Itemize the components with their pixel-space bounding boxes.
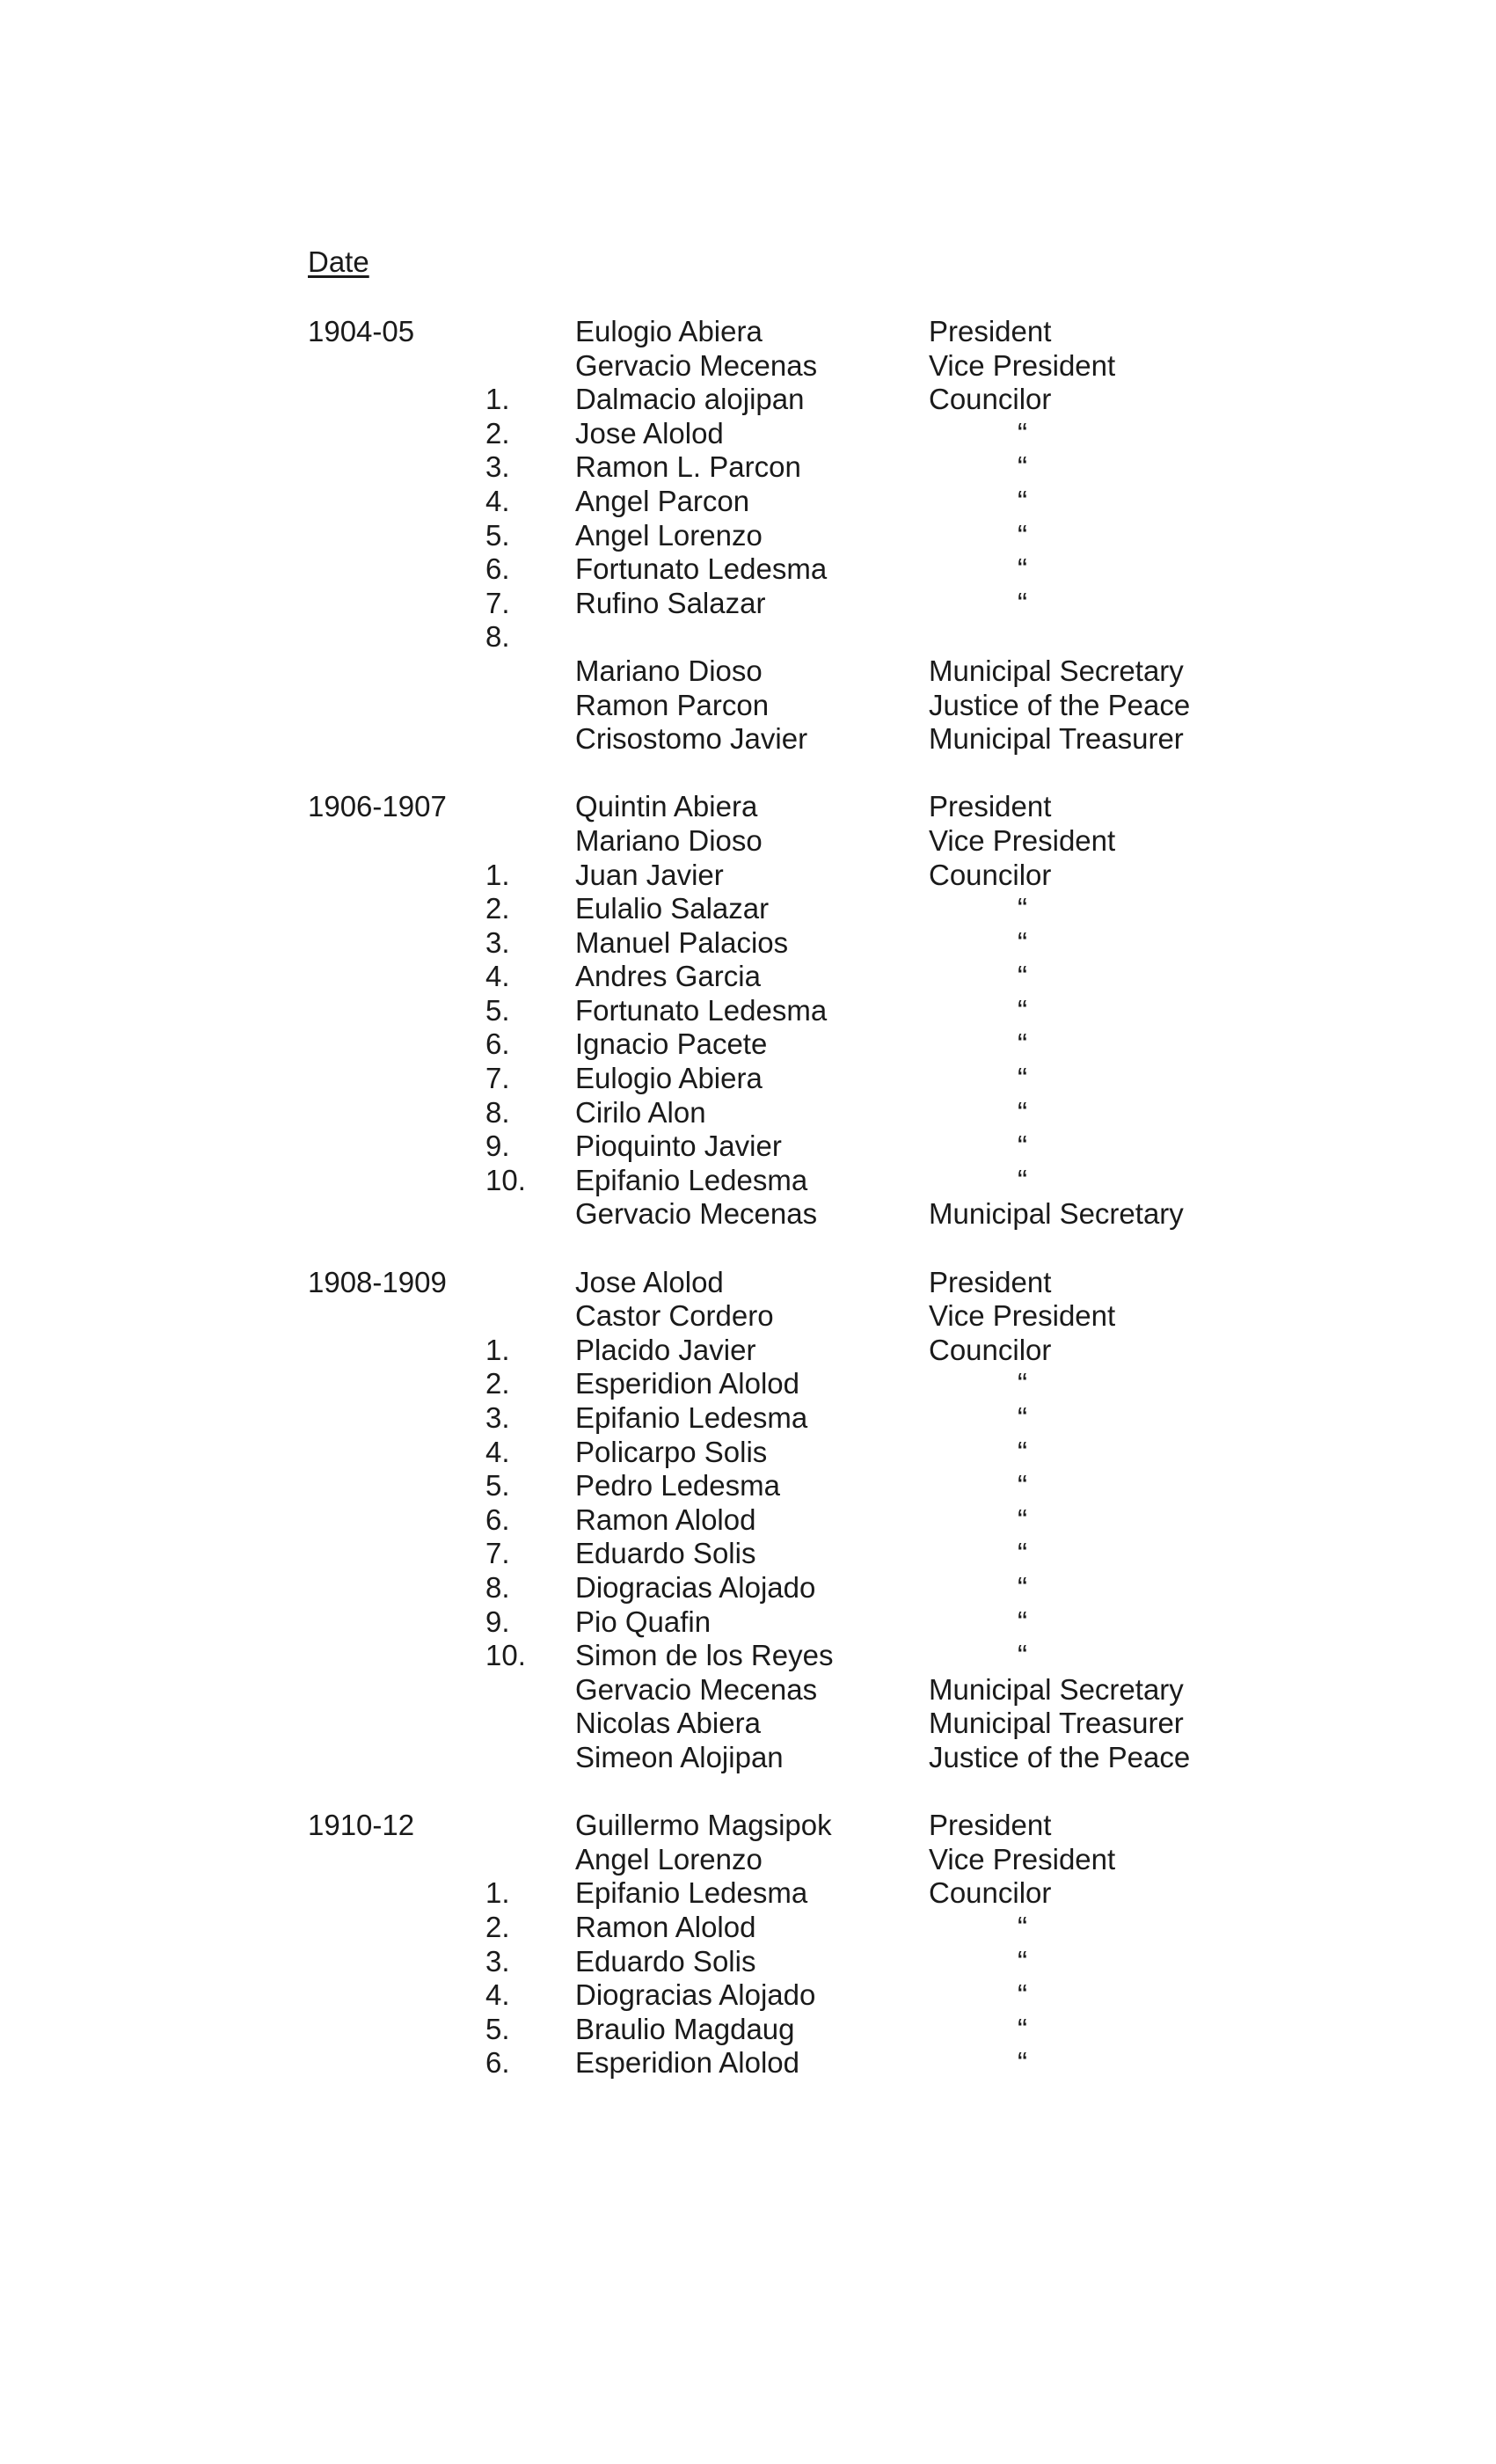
official-name: Esperidion Alolod	[575, 1367, 800, 1400]
official-name: Ramon Alolod	[575, 1910, 756, 1943]
councilor-number: 1.	[485, 1333, 510, 1366]
councilor-number: 9.	[485, 1605, 510, 1638]
official-row	[0, 1741, 1496, 1775]
official-name: Fortunato Ledesma	[575, 552, 828, 586]
official-row	[0, 485, 1496, 519]
official-name: Fortunato Ledesma	[575, 993, 828, 1027]
official-row	[0, 790, 1496, 824]
official-position: Vice President	[929, 1842, 1116, 1875]
official-position: Municipal Secretary	[929, 1197, 1184, 1231]
ditto-mark: “	[1018, 1605, 1027, 1638]
official-name: Simon de los Reyes	[575, 1639, 834, 1672]
official-position: Councilor	[929, 1333, 1052, 1366]
official-name: Manuel Palacios	[575, 925, 789, 959]
ditto-mark: “	[1018, 1095, 1027, 1129]
ditto-mark: “	[1018, 960, 1027, 993]
official-row	[0, 1027, 1496, 1062]
official-name: Eulalio Salazar	[575, 892, 770, 925]
official-row	[0, 1809, 1496, 1843]
councilor-number: 2.	[485, 1367, 510, 1400]
councilor-number: 6.	[485, 1503, 510, 1536]
ditto-mark: “	[1018, 1570, 1027, 1604]
councilor-number: 2.	[485, 892, 510, 925]
official-position: President	[929, 790, 1052, 823]
councilor-number: 5.	[485, 993, 510, 1027]
councilor-number: 6.	[485, 2046, 510, 2080]
official-name: Gervacio Mecenas	[575, 348, 818, 382]
official-row	[0, 960, 1496, 994]
ditto-mark: “	[1018, 586, 1027, 619]
ditto-mark: “	[1018, 2046, 1027, 2080]
councilor-number: 7.	[485, 1062, 510, 1095]
official-row	[0, 1130, 1496, 1164]
councilor-number: 3.	[485, 925, 510, 959]
official-position: Vice President	[929, 823, 1116, 857]
official-row	[0, 1096, 1496, 1130]
official-row	[0, 1571, 1496, 1605]
official-name: Diogracias Alojado	[575, 1978, 816, 2012]
councilor-number: 3.	[485, 1944, 510, 1978]
official-name: Gervacio Mecenas	[575, 1197, 818, 1231]
official-name: Castor Cordero	[575, 1299, 774, 1333]
official-position: President	[929, 1265, 1052, 1298]
official-row	[0, 1197, 1496, 1232]
official-row	[0, 1334, 1496, 1368]
official-name: Epifanio Ledesma	[575, 1163, 808, 1196]
official-row	[0, 552, 1496, 587]
councilor-number: 2.	[485, 416, 510, 450]
ditto-mark: “	[1018, 518, 1027, 552]
official-row	[0, 450, 1496, 485]
official-name: Guillermo Magsipok	[575, 1809, 832, 1842]
ditto-mark: “	[1018, 1062, 1027, 1095]
councilor-number: 7.	[485, 1537, 510, 1570]
official-name: Braulio Magdaug	[575, 2012, 795, 2045]
ditto-mark: “	[1018, 1401, 1027, 1434]
official-name: Crisostomo Javier	[575, 722, 808, 756]
councilor-number: 5.	[485, 518, 510, 552]
councilor-number: 1.	[485, 383, 510, 416]
official-name: Quintin Abiera	[575, 790, 758, 823]
official-name: Jose Alolod	[575, 416, 724, 450]
official-name: Eulogio Abiera	[575, 315, 763, 347]
ditto-mark: “	[1018, 1537, 1027, 1570]
ditto-mark: “	[1018, 1944, 1027, 1978]
official-row	[0, 1843, 1496, 1877]
official-name: Angel Lorenzo	[575, 1842, 763, 1875]
term-year: 1906-1907	[308, 790, 447, 823]
councilor-number: 6.	[485, 552, 510, 586]
ditto-mark: “	[1018, 993, 1027, 1027]
official-name: Dalmacio alojipan	[575, 383, 805, 416]
official-row	[0, 689, 1496, 723]
official-name: Mariano Dioso	[575, 823, 763, 857]
councilor-number: 5.	[485, 2012, 510, 2045]
official-row	[0, 1605, 1496, 1640]
ditto-mark: “	[1018, 1910, 1027, 1943]
ditto-mark: “	[1018, 1469, 1027, 1503]
official-name: Simeon Alojipan	[575, 1740, 784, 1773]
official-row	[0, 1266, 1496, 1300]
ditto-mark: “	[1018, 1978, 1027, 2012]
councilor-number: 9.	[485, 1130, 510, 1163]
ditto-mark: “	[1018, 1027, 1027, 1061]
official-name: Epifanio Ledesma	[575, 1401, 808, 1434]
ditto-mark: “	[1018, 450, 1027, 484]
official-name: Pio Quafin	[575, 1605, 712, 1638]
official-name: Esperidion Alolod	[575, 2046, 800, 2080]
ditto-mark: “	[1018, 892, 1027, 925]
official-row	[0, 1503, 1496, 1538]
official-name: Ramon Parcon	[575, 688, 770, 721]
official-row	[0, 587, 1496, 621]
official-row	[0, 1367, 1496, 1401]
councilor-number: 1.	[485, 1876, 510, 1910]
official-name: Ignacio Pacete	[575, 1027, 768, 1061]
official-row	[0, 519, 1496, 553]
term-block	[0, 1266, 1496, 1775]
councilor-number: 8.	[485, 1095, 510, 1129]
term-year: 1910-12	[308, 1809, 415, 1842]
official-row	[0, 994, 1496, 1028]
official-row	[0, 926, 1496, 961]
official-row	[0, 1164, 1496, 1198]
official-position: President	[929, 1809, 1052, 1842]
official-row	[0, 1707, 1496, 1741]
official-row	[0, 349, 1496, 384]
official-position: Municipal Treasurer	[929, 1707, 1184, 1740]
official-row	[0, 1876, 1496, 1911]
official-position: Vice President	[929, 1299, 1116, 1333]
official-name: Pioquinto Javier	[575, 1130, 782, 1163]
councilor-number: 3.	[485, 450, 510, 484]
ditto-mark: “	[1018, 484, 1027, 517]
term-block	[0, 790, 1496, 1232]
councilor-number: 2.	[485, 1910, 510, 1943]
official-position: Municipal Secretary	[929, 1672, 1184, 1706]
official-row	[0, 1911, 1496, 1945]
official-position: Councilor	[929, 858, 1052, 891]
official-row	[0, 859, 1496, 893]
ditto-mark: “	[1018, 1130, 1027, 1163]
councilor-number: 7.	[485, 586, 510, 619]
official-row	[0, 824, 1496, 859]
official-row	[0, 1299, 1496, 1334]
official-row	[0, 417, 1496, 451]
councilor-number: 1.	[485, 858, 510, 891]
official-position: Municipal Treasurer	[929, 722, 1184, 756]
official-row	[0, 2013, 1496, 2047]
official-row	[0, 1537, 1496, 1571]
official-name: Rufino Salazar	[575, 586, 766, 619]
official-position: Councilor	[929, 1876, 1052, 1910]
councilor-number: 4.	[485, 484, 510, 517]
official-name: Jose Alolod	[575, 1265, 724, 1298]
term-year: 1908-1909	[308, 1265, 447, 1298]
official-position: Municipal Secretary	[929, 654, 1184, 687]
ditto-mark: “	[1018, 1435, 1027, 1468]
official-row	[0, 654, 1496, 689]
official-name: Ramon L. Parcon	[575, 450, 801, 484]
ditto-mark: “	[1018, 1639, 1027, 1672]
official-row	[0, 1978, 1496, 2013]
councilor-number: 6.	[485, 1027, 510, 1061]
councilor-number: 10.	[485, 1163, 526, 1196]
term-block	[0, 315, 1496, 757]
official-name: Cirilo Alon	[575, 1095, 706, 1129]
councilor-number: 4.	[485, 1435, 510, 1468]
official-name: Mariano Dioso	[575, 654, 763, 687]
official-position: Justice of the Peace	[929, 688, 1191, 721]
official-row	[0, 1945, 1496, 1979]
ditto-mark: “	[1018, 1503, 1027, 1536]
official-name: Diogracias Alojado	[575, 1570, 816, 1604]
official-row	[0, 892, 1496, 926]
ditto-mark: “	[1018, 552, 1027, 586]
official-row	[0, 1639, 1496, 1673]
official-position: Councilor	[929, 383, 1052, 416]
councilor-number: 3.	[485, 1401, 510, 1434]
official-position: Vice President	[929, 348, 1116, 382]
official-row	[0, 1673, 1496, 1707]
officials-list	[0, 315, 1496, 2114]
councilor-number: 5.	[485, 1469, 510, 1503]
ditto-mark: “	[1018, 1163, 1027, 1196]
official-position: Justice of the Peace	[929, 1740, 1191, 1773]
official-row	[0, 315, 1496, 349]
official-name: Gervacio Mecenas	[575, 1672, 818, 1706]
official-row	[0, 2046, 1496, 2080]
official-name: Juan Javier	[575, 858, 724, 891]
term-year: 1904-05	[308, 315, 415, 347]
official-row	[0, 1062, 1496, 1096]
official-name: Eulogio Abiera	[575, 1062, 763, 1095]
official-name: Epifanio Ledesma	[575, 1876, 808, 1910]
official-name: Eduardo Solis	[575, 1537, 756, 1570]
official-name: Eduardo Solis	[575, 1944, 756, 1978]
ditto-mark: “	[1018, 416, 1027, 450]
date-column-header: Date	[308, 245, 369, 278]
official-name: Nicolas Abiera	[575, 1707, 761, 1740]
official-name: Placido Javier	[575, 1333, 756, 1366]
official-name: Andres Garcia	[575, 960, 761, 993]
official-position: President	[929, 315, 1052, 347]
official-row	[0, 722, 1496, 757]
ditto-mark: “	[1018, 1367, 1027, 1400]
official-name: Pedro Ledesma	[575, 1469, 780, 1503]
official-name: Ramon Alolod	[575, 1503, 756, 1536]
ditto-mark: “	[1018, 925, 1027, 959]
councilor-number: 4.	[485, 1978, 510, 2012]
councilor-number: 10.	[485, 1639, 526, 1672]
official-row	[0, 1469, 1496, 1503]
official-row	[0, 1436, 1496, 1470]
official-row	[0, 1401, 1496, 1436]
official-name: Policarpo Solis	[575, 1435, 768, 1468]
term-block	[0, 1809, 1496, 2080]
official-row	[0, 620, 1496, 654]
official-name: Angel Lorenzo	[575, 518, 763, 552]
councilor-number: 4.	[485, 960, 510, 993]
councilor-number: 8.	[485, 620, 510, 654]
official-name: Angel Parcon	[575, 484, 750, 517]
ditto-mark: “	[1018, 2012, 1027, 2045]
councilor-number: 8.	[485, 1570, 510, 1604]
official-row	[0, 383, 1496, 417]
